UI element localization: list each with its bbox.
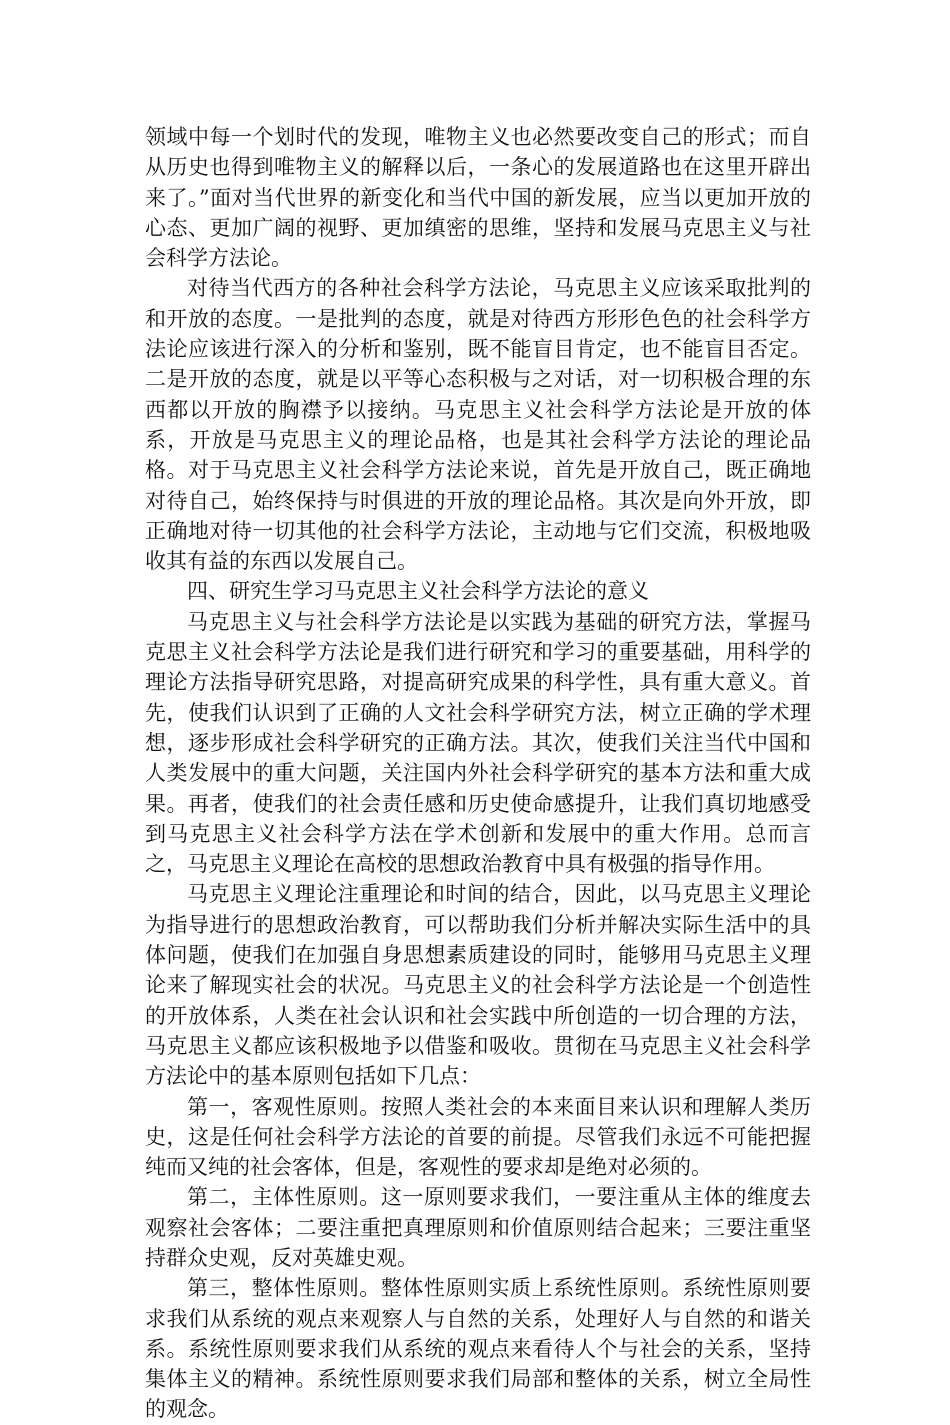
paragraph-continuation: 领域中每一个划时代的发现，唯物主义也必然要改变自己的形式；而自从历史也得到唯物主义的解释以后，一条心的发展道路也在这里开辟出来了。”面对当代世界的新变化和当代中国的新发展，应当以更加开放的心态、更加广阔的视野、更加缜密的思维，坚持和发展马克思主义与社会科学方法论。 (145, 125, 811, 271)
paragraph-principle-wholeness: 第三，整体性原则。整体性原则实质上系统性原则。系统性原则要求我们从系统的观点来观察人与自然的关系，处理好人与自然的和谐关系。系统性原则要求我们从系统的观点来看待人个与社会的关系，坚持集体主义的精神。系统性原则要求我们局部和整体的关系，树立全局性的观念。 (145, 1276, 811, 1422)
paragraph-critical-open-attitude: 对待当代西方的各种社会科学方法论，马克思主义应该采取批判的和开放的态度。一是批判的态度，就是对待西方形形色色的社会科学方法论应该进行深入的分析和鉴别，既不能盲目肯定，也不能盲目否定。二是开放的态度，就是以平等心态积极与之对话，对一切积极合理的东西都以开放的胸襟予以接纳。马克思主义社会科学方法论是开放的体系，开放是马克思主义的理论品格，也是其社会科学方法论的理论品格。对于马克思主义社会科学方法论来说，首先是开放自己，既正确地对待自己，始终保持与时俱进的开放的理论品格。其次是向外开放，即正确地对待一切其他的社会科学方法论，主动地与它们交流，积极地吸收其有益的东西以发展自己。 (145, 276, 811, 574)
paragraph-theory-practice: 马克思主义理论注重理论和时间的结合，因此，以马克思主义理论为指导进行的思想政治教育，可以帮助我们分析并解决实际生活中的具体问题，使我们在加强自身思想素质建设的同时，能够用马克思主义理论来了解现实社会的状况。马克思主义的社会科学方法论是一个创造性的开放体系，人类在社会认识和社会实践中所创造的一切合理的方法，马克思主义都应该积极地予以借鉴和吸收。贯彻在马克思主义社会科学方法论中的基本原则包括如下几点： (145, 882, 811, 1089)
paragraph-principle-objectivity: 第一，客观性原则。按照人类社会的本来面目来认识和理解人类历史，这是任何社会科学方法论的首要的前提。尽管我们永远不可能把握纯而又纯的社会客体，但是，客观性的要求却是绝对必须的。 (145, 1094, 811, 1180)
paragraph-significance: 马克思主义与社会科学方法论是以实践为基础的研究方法，掌握马克思主义社会科学方法论是我们进行研究和学习的重要基础，用科学的理论方法指导研究思路，对提高研究成果的科学性，具有重大意义。首先，使我们认识到了正确的人文社会科学研究方法，树立正确的学术理想，逐步形成社会科学研究的正确方法。其次，使我们关注当代中国和人类发展中的重大问题，关注国内外社会科学研究的基本方法和重大成果。再者，使我们的社会责任感和历史使命感提升，让我们真切地感受到马克思主义社会科学方法在学术创新和发展中的重大作用。总而言之，马克思主义理论在高校的思想政治教育中具有极强的指导作用。 (145, 609, 811, 877)
paragraph-principle-subjectivity: 第二，主体性原则。这一原则要求我们，一要注重从主体的维度去观察社会客体；二要注重把真理原则和价值原则结合起来；三要注重坚持群众史观，反对英雄史观。 (145, 1185, 811, 1270)
section-heading: 四、研究生学习马克思主义社会科学方法论的意义 (187, 579, 649, 604)
document-page (145, 122, 811, 1425)
